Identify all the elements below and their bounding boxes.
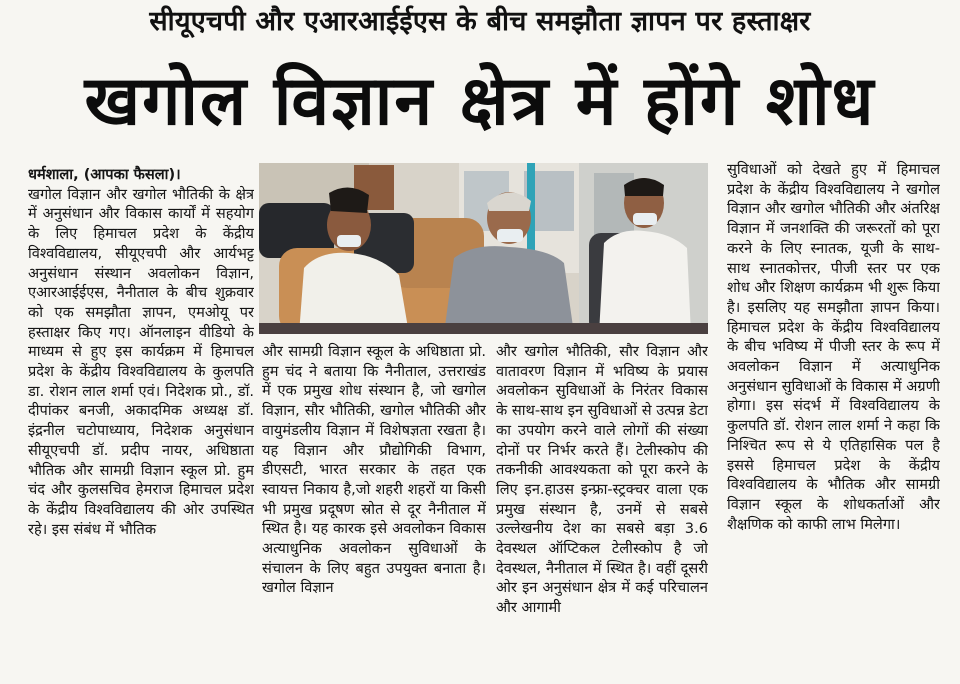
column-3-text: और खगोल भौतिकी, सौर विज्ञान और वातावरण विज्ञान में भविष्य के प्रयास अवलोकन सुविधाओं के निरंतर विकास के साथ-साथ इन सुविधाओं से उत्पन्न डेटा का उपयोग करने वाले लोगों की संख्या दोनों पर निर्भर करते हैं। टेलीस्कोप की तकनीकी आवश्यकता को पूरा करने के लिए इन.हाउस इन्फ्रा-स्ट्रक्चर वाला एक प्रमुख संस्थान है, उनमें से सबसे उल्लेखनीय देश का सबसे बड़ा 3.6 देवस्थल ऑप्टिकल टेलीस्कोप है जो देवस्थल, नैनीताल में स्थित है। वहीं दूसरी ओर इन अनुसंधान क्षेत्र में कई परिचालन और आगामी bbox=[496, 343, 708, 617]
article-column-4 bbox=[727, 160, 940, 675]
article-column-3 bbox=[496, 342, 708, 675]
photo-illustration bbox=[259, 163, 708, 334]
kicker-headline: सीयूएचपी और एआरआईईएस के बीच समझौता ज्ञापन पर हस्ताक्षर bbox=[149, 6, 811, 37]
article-column-1 bbox=[28, 165, 254, 675]
column-4-text: सुविधाओं को देखते हुए में हिमाचल प्रदेश के केंद्रीय विश्वविद्यालय ने खगोल विज्ञान और खगोल भौतिकी और अंतरिक्ष विज्ञान में जनशक्ति की जरूरतों को पूरा करने के लिए स्नातक, यूजी के साथ-साथ स्नातकोत्तर, पीजी स्तर पर एक शोध और शिक्षण कार्यक्रम भी शुरू किया है। इसलिए यह समझौता ज्ञापन किया। हिमाचल प्रदेश के केंद्रीय विश्वविद्यालय के बीच भविष्य में पीजी स्तर के रूप में अवलोकन विज्ञान में अत्याधुनिक अनुसंधान सुविधाओं के विकास में अग्रणी होगा। इस संदर्भ में विश्वविद्यालय के कुलपति डॉ. रोशन लाल शर्मा ने कहा कि निश्चित रूप से ये एतिहासिक पल है इससे हिमाचल प्रदेश के केंद्रीय विश्वविद्यालय के भौतिक और सामग्री विज्ञान स्कूल के शोधकर्ताओं और शैक्षणिक को काफी लाभ मिलेगा। bbox=[727, 161, 940, 533]
main-headline: खगोल विज्ञान क्षेत्र में होंगे शोध bbox=[84, 62, 876, 141]
column-2-text: और सामग्री विज्ञान स्कूल के अधिष्ठाता प्रो. हुम चंद ने बताया कि नैनीताल, उत्तराखंड में एक प्रमुख शोध संस्थान है, जो खगोल विज्ञान, सौर भौतिकी, खगोल भौतिकी और वायुमंडलीय विज्ञान में विशेषज्ञता रखता है। यह विज्ञान और प्रौद्योगिकी विभाग, डीएसटी, भारत सरकार के तहत एक स्वायत्त निकाय है,जो शहरी शहरों या किसी भी प्रमुख प्रदूषण स्रोत से दूर नैनीताल में स्थित है। यह कारक इसे अवलोकन विकास अत्याधुनिक अवलोकन सुविधाओं के संचालन के लिए बहुत उपयुक्त बनाता है। खगोल विज्ञान bbox=[262, 343, 486, 597]
dateline: धर्मशाला, (आपका फैसला)। bbox=[28, 166, 181, 183]
article-column-2 bbox=[262, 342, 486, 675]
column-1-text: खगोल विज्ञान और खगोल भौतिकी के क्षेत्र में अनुसंधान और विकास कार्यों में सहयोग के लिए हिमाचल प्रदेश के केंद्रीय विश्वविद्यालय, सीयूएचपी और आर्यभट्ट अनुसंधान संस्थान अवलोकन विज्ञान, एआरआईईएस, नैनीताल के बीच शुक्रवार को एक समझौता ज्ञापन, एमओयू पर हस्ताक्षर किए गए। ऑनलाइन वीडियो के माध्यम से हुए इस कार्यक्रम में हिमाचल प्रदेश के केंद्रीय विश्वविद्यालय के कुलपति डा. रोशन लाल शर्मा एवं। निदेशक प्रो., डॉ. दीपांकर बनजी, अकादमिक अध्यक्ष डॉ. इंद्रनील चटोपाध्याय, निदेशक अनुसंधान सीयूएचपी डॉ. प्रदीप नायर, अधिष्ठाता भौतिक और सामग्री विज्ञान स्कूल प्रो. हुम चंद और कुलसचिव हेमराज हिमाचल प्रदेश के केंद्रीय विश्वविद्यालय की ओर उपस्थित रहे। इस संबंध में भौतिक bbox=[28, 185, 254, 538]
news-photo bbox=[259, 163, 708, 334]
